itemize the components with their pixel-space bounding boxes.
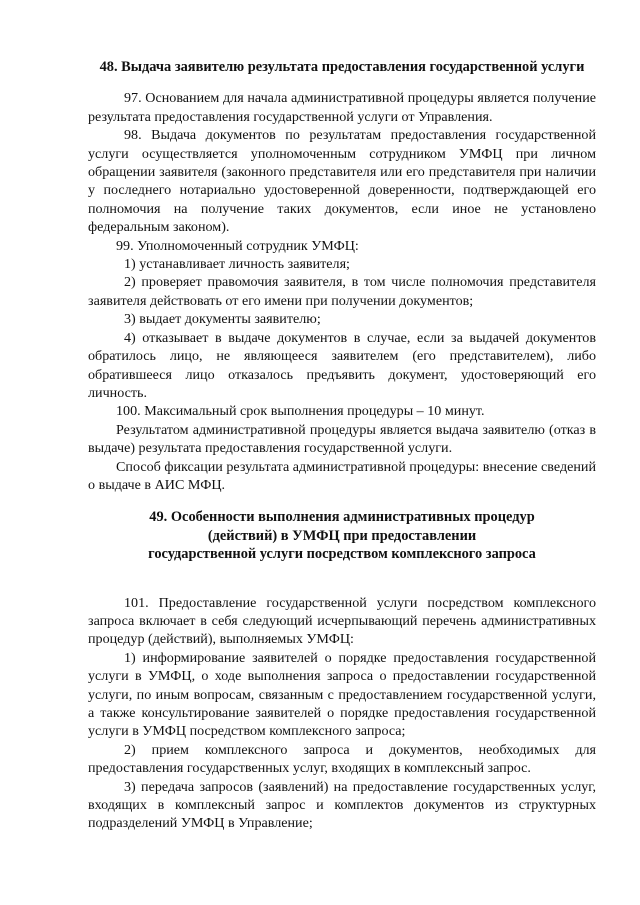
paragraph-99-item-3: 3) выдает документы заявителю; xyxy=(124,311,321,328)
section-49-heading-line-3: государственной услуги посредством комплексного запроса xyxy=(148,546,536,563)
paragraph-101-item-1: 1) информирование заявителей о порядке предоставления государственной услуги в УМФЦ, о ходе выполнения запроса о предоставлении государственной услуги, по иным вопросам, связанным с предоставлением государственной услуги, а также консультирование заявителей о порядке предоставления государственной услуги в УМФЦ посредством комплексного запроса; xyxy=(88,649,596,740)
paragraph-99-item-1: 1) устанавливает личность заявителя; xyxy=(124,256,350,273)
paragraph-97: 97. Основанием для начала административной процедуры является получение результата предоставления государственной услуги от Управления. xyxy=(88,90,596,125)
paragraph-101-item-3: 3) передача запросов (заявлений) на предоставление государственных услуг, входящих в комплексный запрос и комплектов документов из структурных подразделений УМФЦ в Управление; xyxy=(88,778,596,832)
document-page xyxy=(88,58,596,833)
section-48-heading: 48. Выдача заявителю результата предоставления государственной услуги xyxy=(99,59,585,75)
fixation-paragraph: Способ фиксации результата административной процедуры: внесение сведений о выдаче в АИС МФЦ. xyxy=(88,458,596,493)
result-paragraph: Результатом административной процедуры является выдача заявителю (отказ в выдаче) результата предоставления государственной услуги. xyxy=(88,421,596,457)
paragraph-101: 101. Предоставление государственной услуги посредством комплексного запроса включает в себя следующий исчерпывающий перечень административных процедур (действий), выполняемых УМФЦ: xyxy=(88,594,596,648)
section-49-heading-line-2: (действий) в УМФЦ при предоставлении xyxy=(207,527,477,544)
paragraph-99-item-4: 4) отказывает в выдаче документов в случае, если за выдачей документов обратилось лицо, не являющееся заявителем (его представителем), либо обратившееся лицо отказалось предъявить документ, удостоверяющий его личность. xyxy=(88,329,596,401)
paragraph-98: 98. Выдача документов по результатам предоставления государственной услуги осуществляется уполномоченным сотрудником УМФЦ при личном обращении заявителя (законного представителя или его представителя при наличии у последнего нотариально удостоверенной доверенности, подтверждающей его полномочия на получение таких документов, если иное не установлено федеральным законом). xyxy=(88,127,596,236)
paragraph-99: 99. Уполномоченный сотрудник УМФЦ: xyxy=(116,237,359,254)
paragraph-100: 100. Максимальный срок выполнения процедуры – 10 минут. xyxy=(116,403,485,420)
section-49-heading xyxy=(88,508,596,563)
section-49-heading-line-1: 49. Особенности выполнения административных процедур xyxy=(149,509,535,526)
paragraph-101-item-2: 2) прием комплексного запроса и документов, необходимых для предоставления государственных услуг, входящих в комплексный запрос. xyxy=(88,741,596,777)
paragraph-99-item-2: 2) проверяет правомочия заявителя, в том числе полномочия представителя заявителя действовать от его имени при получении документов; xyxy=(88,274,596,309)
